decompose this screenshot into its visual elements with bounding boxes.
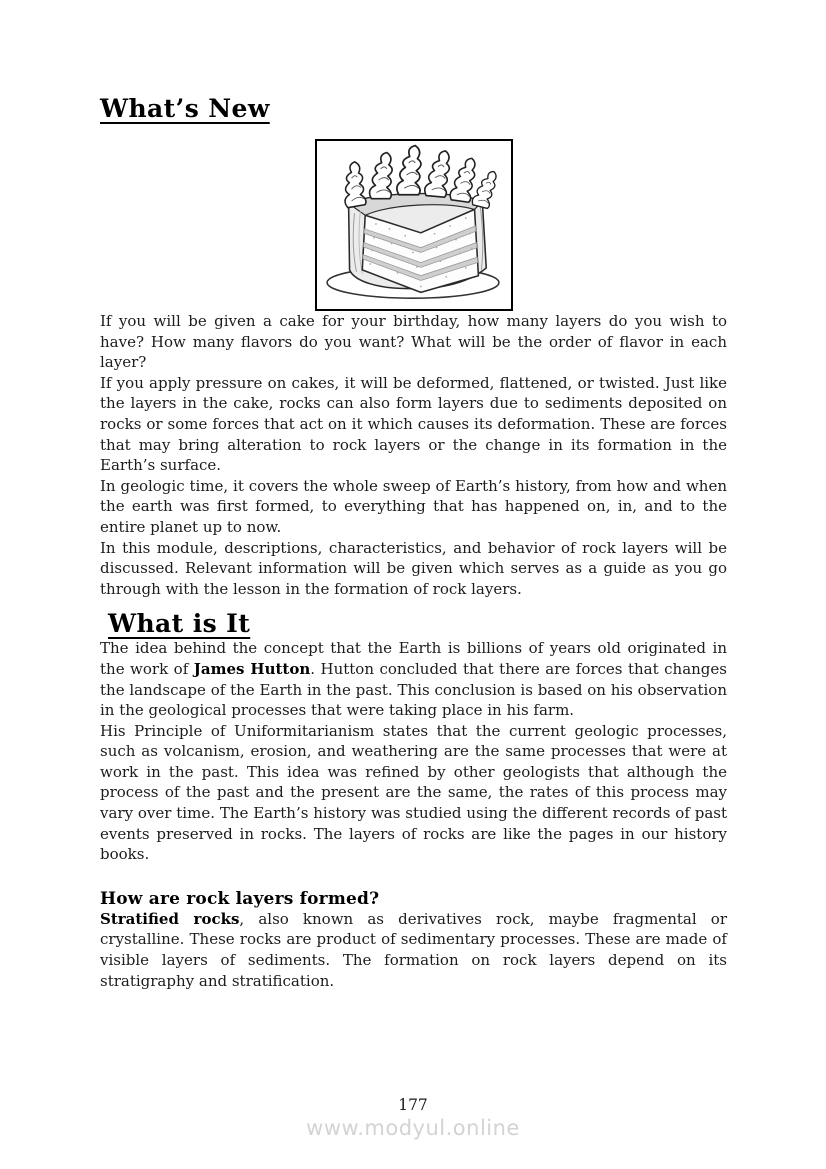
bold-james-hutton: James Hutton xyxy=(193,659,311,678)
paragraph-module-overview: In this module, descriptions, characteristics, and behavior of rock layers will be discussed. Relevant information will be given which serves as a guide as you go through with the lesson in the formation of rock layers. xyxy=(100,538,727,598)
watermark: www.modyul.online xyxy=(306,1116,520,1140)
cake-figure-frame xyxy=(315,139,513,311)
paragraph-hutton xyxy=(100,638,727,720)
paragraph-pressure: If you apply pressure on cakes, it will be deformed, flattened, or twisted. Just like the layers in the cake, rocks can also form layers due to sediments deposited on rocks or some forces that act on it which causes its deformation. These are forces that may bring alteration to rock layers or the change in its formation in the Earth’s surface. xyxy=(100,373,727,475)
cake-illustration xyxy=(319,143,509,307)
page-number: 177 xyxy=(398,1096,428,1114)
paragraph-hutton-pre: The idea behind the concept that the Earth is billions of years old originated in the work of xyxy=(100,639,727,678)
bold-stratified-rocks: Stratified rocks xyxy=(100,909,240,928)
heading-what-is-it: What is It xyxy=(108,609,251,639)
paragraph-uniformitarianism: His Principle of Uniformitarianism states that the current geologic processes, such as volcanism, erosion, and weathering are the same processes that were at work in the past. This idea was refined by other geologists that although the process of the past and the present are the same, the rates of this process may vary over time. The Earth’s history was studied using the different records of past events preserved in rocks. The layers of rocks are like the pages in our history books. xyxy=(100,721,727,864)
paragraph-geologic-time: In geologic time, it covers the whole sweep of Earth’s history, from how and when the earth was first formed, to everything that has happened on, in, and to the entire planet up to now. xyxy=(100,476,727,536)
heading-whats-new: What’s New xyxy=(100,94,270,123)
page-content xyxy=(100,0,727,991)
paragraph-hutton-post: . Hutton concluded that there are forces that changes the landscape of the Earth in the past. This conclusion is based on his observation in the geological processes that were taking place in his farm. xyxy=(100,659,727,720)
paragraph-intro-cake: If you will be given a cake for your birthday, how many layers do you wish to have? How many flavors do you want? What will be the order of flavor in each layer? xyxy=(100,312,727,372)
paragraph-stratified xyxy=(100,909,727,991)
heading-how-rock-layers-formed: How are rock layers formed? xyxy=(100,888,380,909)
paragraph-stratified-post: , also known as derivatives rock, maybe fragmental or crystalline. These rocks are product of sedimentary processes. These are made of visible layers of sediments. The formation on rock layers depend on its stratigraphy and stratification. xyxy=(100,909,727,990)
